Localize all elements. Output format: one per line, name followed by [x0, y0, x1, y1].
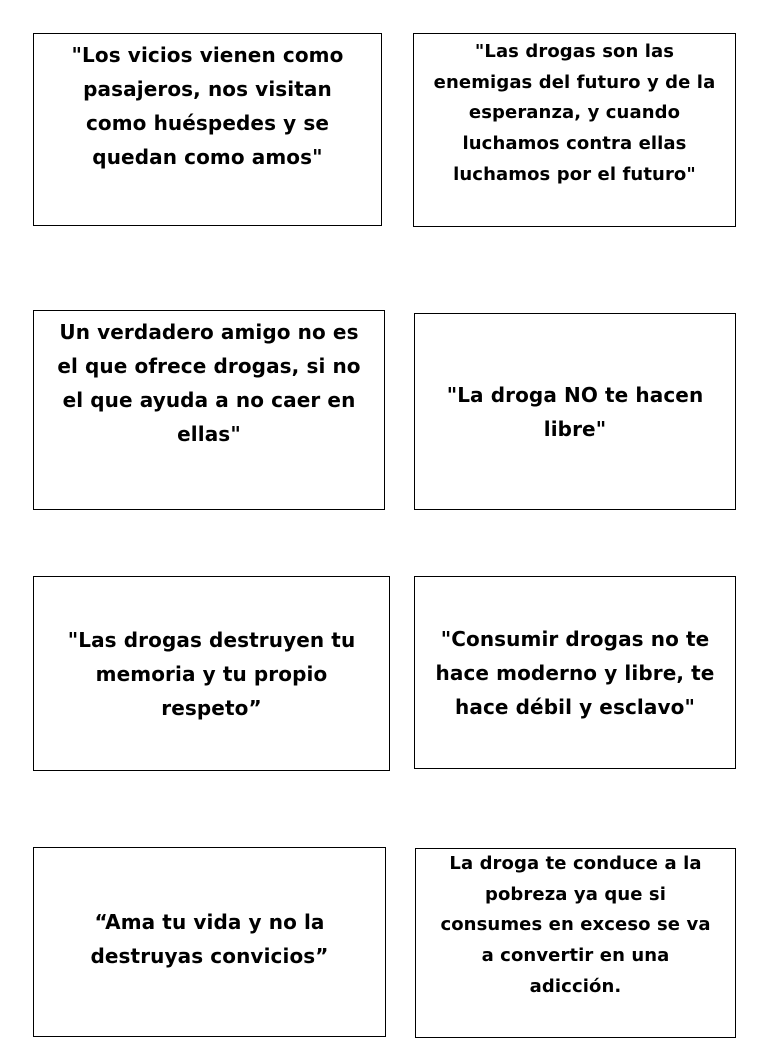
quote-card-4	[414, 313, 736, 510]
quote-text-2: "Las drogas son las enemigas del futuro y de la esperanza, y cuando luchamos contra ellas luchamos por el futuro"	[433, 41, 716, 185]
quote-card-2	[413, 33, 736, 227]
quote-card-5	[33, 576, 390, 771]
quote-text-5: "Las drogas destruyen tu memoria y tu propio respeto”	[67, 627, 356, 720]
quote-card-3	[33, 310, 385, 510]
quote-card-1	[33, 33, 382, 226]
quote-card-6	[414, 576, 736, 769]
quote-text-4: "La droga NO te hacen libre"	[446, 382, 704, 441]
quote-card-7	[33, 847, 386, 1037]
quote-text-8: La droga te conduce a la pobreza ya que si consumes en exceso se va a convertir en una adicción.	[440, 853, 711, 997]
quote-text-7: “Ama tu vida y no la destruyas convicios”	[90, 910, 329, 968]
quote-text-1: "Los vicios vienen como pasajeros, nos visitan como huéspedes y se quedan como amos"	[71, 43, 344, 169]
quote-text-6: "Consumir drogas no te hace moderno y libre, te hace débil y esclavo"	[435, 626, 715, 719]
quote-text-3: Un verdadero amigo no es el que ofrece drogas, si no el que ayuda a no caer en ellas"	[57, 320, 361, 446]
quote-card-8	[415, 848, 736, 1038]
